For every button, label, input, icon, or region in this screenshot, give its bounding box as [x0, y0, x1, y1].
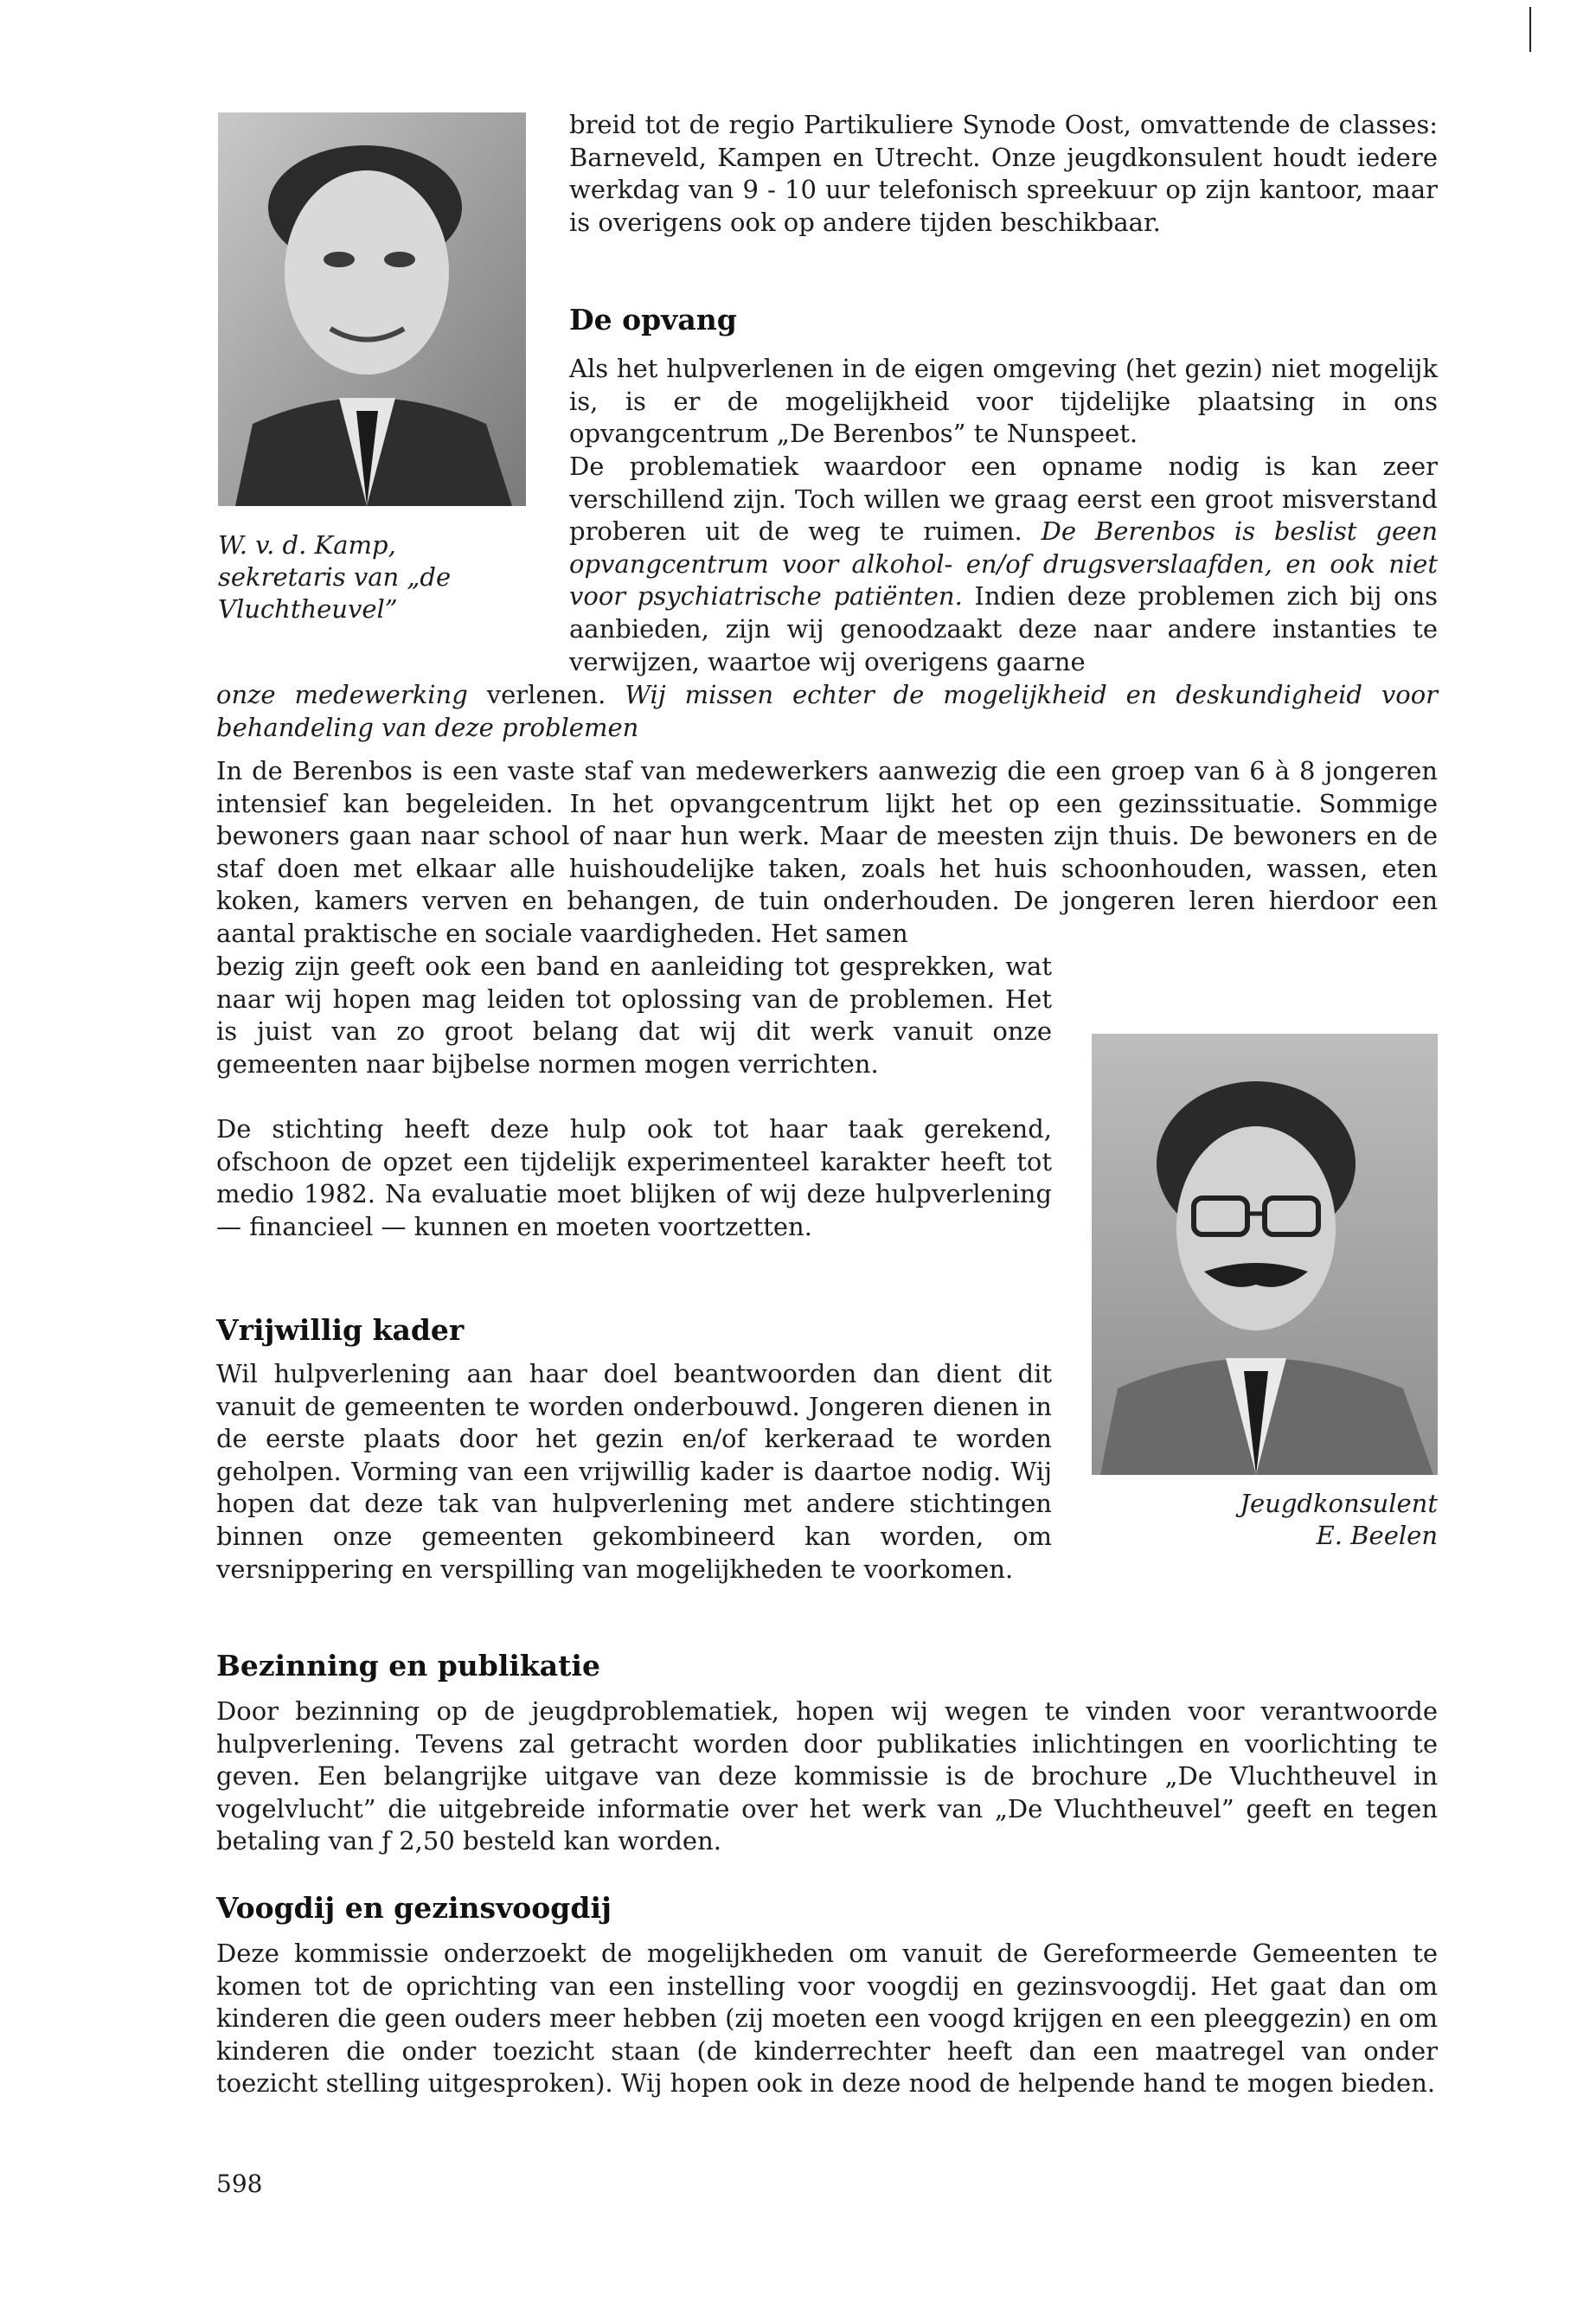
- intro-paragraph: breid tot de regio Partikuliere Synode Oost, omvattende de classes: Barneveld, Kampen en Utrecht. Onze jeugdkonsulent houdt iedere werkdag van 9 - 10 uur telefonisch spreekuur op zijn kantoor, maar is overigens ook op andere tijden beschikbaar.: [569, 110, 1438, 237]
- opvang-p2-emphasis-medewerking: onze medewerking: [216, 680, 468, 709]
- caption-kamp: [218, 529, 512, 625]
- opvang-p2-text-e: verlenen.: [486, 680, 606, 709]
- caption-kamp-line-2: sekretaris van „de: [218, 562, 452, 592]
- opvang-paragraph-5: De stichting heeft deze hulp ook tot haar taak gerekend, ofschoon de opzet een tijdelijk experimenteel karakter heeft tot medio 1982. Na evaluatie moet blijken of wij deze hulpverlening — financieel — kunnen en moeten voortzetten.: [216, 1114, 1052, 1241]
- caption-kamp-line-3: Vluchtheuvel”: [218, 594, 398, 624]
- bezinning-paragraph: Door bezinning op de jeugdproblematiek, hopen wij wegen te vinden voor verantwoorde hulpverlening. Tevens zal getracht worden door publikaties inlichtingen en voorlichting te geven. Een belangrijke uitgave van deze kommissie is de brochure „De Vluchtheuvel in vogelvlucht” die uitgebreide informatie over het werk van „De Vluchtheuvel” geeft en tegen betaling van ƒ 2,50 besteld kan worden.: [216, 1696, 1438, 1856]
- page-edge-rule: [1529, 7, 1531, 52]
- heading-de-opvang: De opvang: [569, 303, 737, 336]
- voogdij-paragraph: Deze kommissie onderzoekt de mogelijkheden om vanuit de Gereformeerde Gemeenten te komen tot de oprichting van een instelling voor voogdij en gezinsvoogdij. Het gaat dan om kinderen die geen ouders meer hebben (zij moeten een voogd krijgen en een pleeggezin) en om kinderen die onder toezicht staan (de kinderrechter heeft dan een maatregel van onder toezicht stelling uitgesproken). Wij hopen ook in deze nood de helpende hand te mogen bieden.: [216, 1939, 1438, 2099]
- opvang-p2-emphasis-missen: Wij missen echter de mogelijkheid en deskundigheid voor behandeling van deze problemen: [216, 680, 1439, 742]
- caption-kamp-line-1: W. v. d. Kamp,: [218, 530, 396, 560]
- page-number: 598: [216, 2170, 263, 2198]
- portrait-photo-kamp: [218, 112, 526, 506]
- opvang-paragraph-3: In de Berenbos is een vaste staf van medewerkers aanwezig die een groep van 6 à 8 jongeren intensief kan begeleiden. In het opvangcentrum lijkt het op een gezinssituatie. Sommige bewoners gaan naar school of naar hun werk. Maar de meesten zijn thuis. De bewoners en de staf doen met elkaar alle huishoudelijke taken, zoals het huis schoonhouden, wassen, eten koken, kamers verven en behangen, de tuin onderhouden. De jongeren leren hierdoor een aantal praktische en sociale vaardigheden. Het samen: [216, 756, 1438, 948]
- opvang-p2-text-c: Indien deze problemen zich bij ons aanbieden, zijn wij genoodzaakt deze naar andere instanties te verwijzen, waartoe wij overigens gaarne: [569, 581, 1439, 676]
- caption-beelen-line-1: Jeugdkonsulent: [1240, 1489, 1438, 1518]
- opvang-p2-text-a: De problematiek waardoor een opname nodig is kan zeer verschillend zijn. Toch willen we graag eerst een groot misverstand proberen uit de weg te ruimen.: [569, 452, 1438, 547]
- heading-bezinning-en-publikatie: Bezinning en publikatie: [216, 1649, 600, 1682]
- opvang-paragraph-4: bezig zijn geeft ook een band en aanleiding tot gesprekken, wat naar wij hopen mag leiden tot oplossing van de problemen. Het is juist van zo groot belang dat wij dit werk vanuit onze gemeenten naar bijbelse normen mogen verrichten.: [216, 952, 1052, 1079]
- opvang-paragraph-1: Als het hulpverlenen in de eigen omgeving (het gezin) niet mogelijk is, is er de mogelijkheid voor tijdelijke plaatsing in ons opvangcentrum „De Berenbos” te Nunspeet.: [569, 354, 1438, 449]
- caption-beelen: [1092, 1488, 1438, 1552]
- portrait-photo-beelen: [1092, 1034, 1438, 1475]
- opvang-paragraph-2-continued: [216, 679, 1438, 744]
- heading-voogdij-en-gezinsvoogdij: Voogdij en gezinsvoogdij: [216, 1891, 612, 1925]
- caption-beelen-line-2: E. Beelen: [1316, 1521, 1438, 1550]
- opvang-paragraph-2: [569, 451, 1438, 678]
- opvang-p2-emphasis-berenbos: De Berenbos is beslist geen opvangcentrum voor alkohol- en/of drugsverslaafden, en ook niet voor psychiatrische patiënten.: [569, 516, 1438, 612]
- kader-paragraph: Wil hulpverlening aan haar doel beantwoorden dan dient dit vanuit de gemeenten te worden onderbouwd. Jongeren dienen in de eerste plaats door het gezin en/of kerkeraad te worden geholpen. Vorming van een vrijwillig kader is daartoe nodig. Wij hopen dat deze tak van hulpverlening met andere stichtingen binnen onze gemeenten gekombineerd kan worden, om versnippering en verspilling van mogelijkheden te voorkomen.: [216, 1359, 1052, 1584]
- heading-vrijwillig-kader: Vrijwillig kader: [216, 1313, 465, 1347]
